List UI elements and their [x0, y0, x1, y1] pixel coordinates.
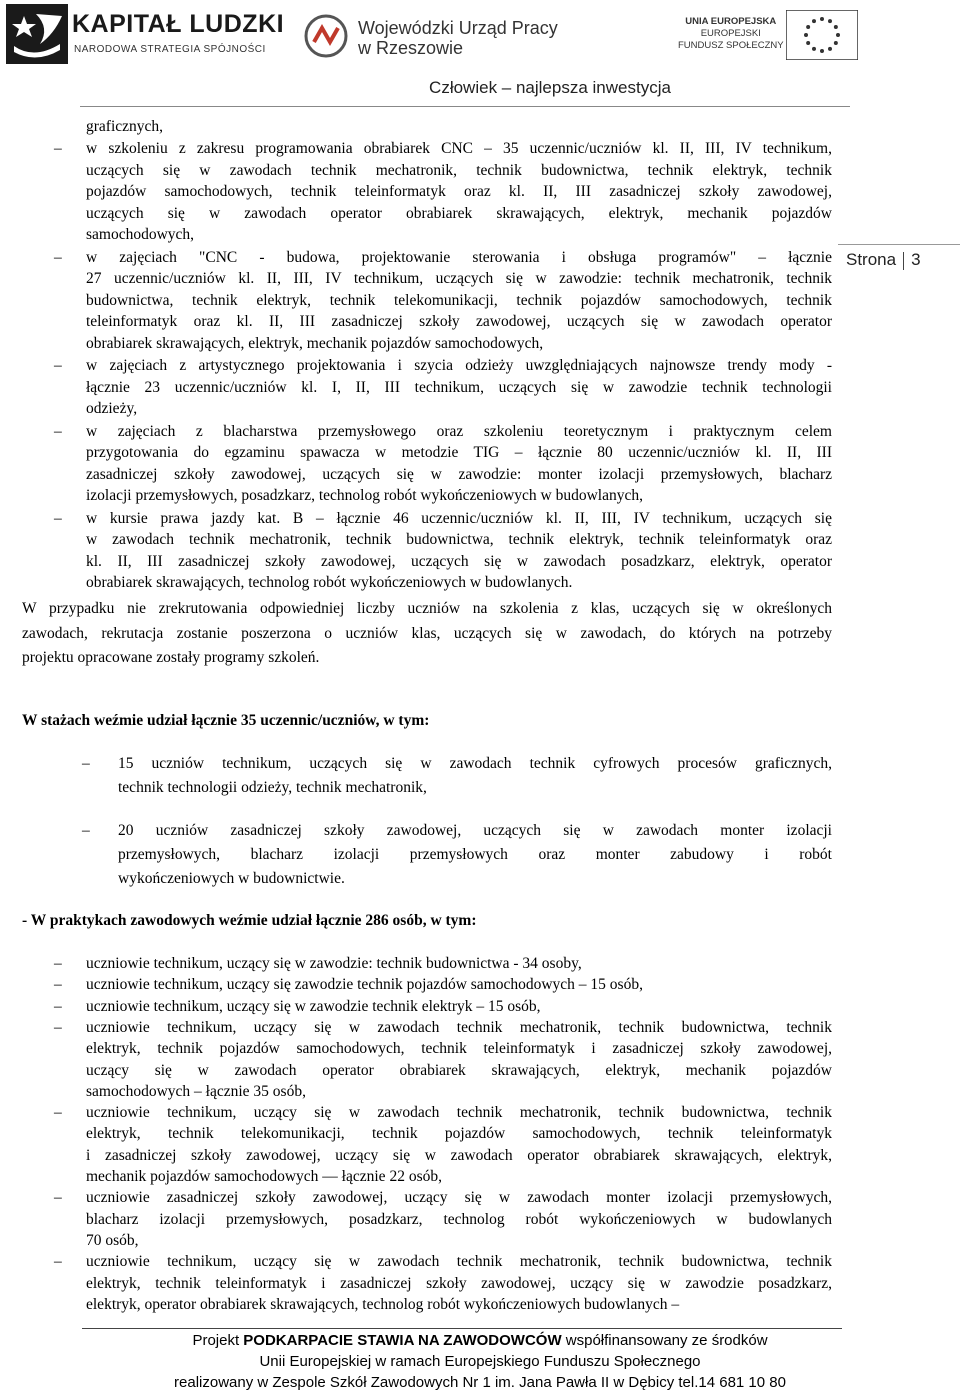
kapital-ludzki-title: KAPITAŁ LUDZKI: [72, 10, 285, 38]
list-bullet-dash: –: [82, 822, 90, 839]
practice-item: elektryk, technik telekomunikacji, technik pojazdów samochodowych, technik teleinformatyk: [86, 1125, 832, 1143]
header-divider: [80, 106, 850, 107]
eu-line-3: FUNDUSZ SPOŁECZNY: [678, 40, 784, 51]
recruitment-paragraph-line: projektu opracowane zostały programy szkoleń.: [22, 649, 320, 666]
wup-line-1: Wojewódzki Urząd Pracy: [358, 18, 558, 38]
eu-star-icon: [806, 41, 810, 45]
eu-flag-icon: [786, 10, 858, 60]
practice-item: elektryk, technik pojazdów samochodowych, technik teleinformatyk i zasadniczej szkoły zawodowej,: [86, 1040, 832, 1058]
eu-star-icon: [836, 33, 840, 37]
internship-item-zsz: wykończeniowych w budownictwie.: [118, 870, 345, 887]
list-item-cnc: w szkoleniu z zakresu programowania obrabiarek CNC – 35 uczennic/uczniów kl. II, III, IV technikum,: [86, 140, 832, 157]
kapital-ludzki-subtitle: NARODOWA STRATEGIA SPÓJNOŚCI: [74, 44, 266, 55]
list-item-fashion: odzieży,: [86, 400, 138, 417]
page-word: Strona: [846, 250, 897, 269]
practice-item: elektryk, operator obrabiarek skrawających, technolog robót wykończeniowych budowlanych –: [86, 1295, 680, 1313]
list-item-cnc-classes: teleinformatyk oraz kl. II, III zasadniczej szkoły zawodowej, uczących się w zawodach operator: [86, 313, 832, 330]
page-header: [0, 0, 960, 110]
list-bullet-dash: –: [54, 1253, 62, 1271]
practice-item: 70 osób,: [86, 1231, 139, 1249]
practice-item: elektryk, technik teleinformatyk i zasadniczej szkoły zawodowej, uczący się w zawodzie posadzkarz,: [86, 1274, 832, 1292]
footer-text: współfinansowany ze środków: [561, 1332, 768, 1349]
eu-star-icon: [828, 47, 832, 51]
internships-heading: W stażach weźmie udział łącznie 35 uczennic/uczniów, w tym:: [22, 712, 430, 729]
eu-star-icon: [812, 47, 816, 51]
practice-item: uczniowie technikum, uczący się w zawodach technik mechatronik, technik budownictwa, technik: [86, 1104, 832, 1122]
list-bullet-dash: –: [54, 1018, 62, 1036]
list-item-driving-course: obrabiarek skrawających, technolog robót wykończeniowych w budowlanych.: [86, 574, 573, 591]
wup-line-2: w Rzeszowie: [358, 38, 464, 58]
footer-line-2: Unii Europejskiej w ramach Europejskiego Funduszu Społecznego: [259, 1353, 701, 1370]
list-item-sheet-metal: przygotowania do egzaminu spawacza w metodzie TIG – łącznie 80 uczennic/uczniów kl. II, III: [86, 444, 832, 461]
practice-item: uczniowie technikum, uczący się w zawodach technik mechatronik, technik budownictwa, technik: [86, 1018, 832, 1036]
internship-item-zsz: 20 uczniów zasadniczej szkoły zawodowej, uczących się w zawodach monter izolacji: [118, 822, 832, 839]
eu-star-icon: [820, 49, 824, 53]
eu-line-1: UNIA EUROPEJSKA: [685, 16, 777, 27]
wup-name: [358, 18, 558, 58]
list-bullet-dash: –: [54, 976, 62, 994]
footer-line-1: [40, 1330, 920, 1351]
list-item-driving-course: w zawodach technik mechatronik, technik budownictwa, technik elektryk, technik teleinformatyk oraz: [86, 531, 832, 548]
list-bullet-dash: –: [54, 955, 62, 972]
practice-item: uczniowie technikum, uczący się w zawodach technik mechatronik, technik budownictwa, technik: [86, 1253, 832, 1271]
page-number-label: [846, 250, 921, 270]
list-item-continuation: graficznych,: [86, 118, 164, 135]
internship-item-zsz: przemysłowych, blacharz izolacji przemysłowych oraz monter zabudowy i robót: [118, 846, 832, 863]
eu-text: [678, 16, 784, 52]
page-label-separator: [903, 252, 904, 270]
practice-item: uczniowie technikum, uczący się w zawodzie: technik budownictwa - 34 osoby,: [86, 955, 582, 972]
list-item-cnc-classes: w zajęciach "CNC - budowa, projektowanie sterowania i obsługa programów" – łącznie: [86, 248, 832, 266]
eu-star-icon: [834, 25, 838, 29]
internship-item-technikum: 15 uczniów technikum, uczących się w zawodach technik cyfrowych procesów graficznych,: [118, 755, 832, 772]
list-item-sheet-metal: zasadniczej szkoły zawodowej, uczących się w zawodzie: monter izolacji przemysłowych, blacharz: [86, 465, 832, 483]
list-item-cnc: samochodowych,: [86, 226, 195, 243]
list-item-sheet-metal: izolacji przemysłowych, posadzkarz, technolog robót wykończeniowych w budowlanych,: [86, 487, 643, 504]
footer-project-name: PODKARPACIE STAWIA NA ZAWODOWCÓW: [243, 1332, 562, 1349]
footer-divider: [82, 1328, 842, 1329]
list-item-fashion: łącznie 23 uczennic/uczniów kl. I, II, III technikum, uczących się w zawodzie technik technologii: [86, 378, 832, 396]
list-bullet-dash: –: [54, 422, 62, 440]
practice-item: uczniowie technikum, uczący się zawodzie technik pojazdów samochodowych – 15 osób,: [86, 976, 643, 994]
list-bullet-dash: –: [82, 755, 90, 772]
practice-item: samochodowych – łącznie 35 osób,: [86, 1082, 306, 1100]
practice-item: uczniowie zasadniczej szkoły zawodowej, uczący się w zawodach monter izolacji przemysłowych,: [86, 1189, 832, 1207]
practice-item: blacharz izolacji przemysłowych, posadzkarz, technolog robót wykończeniowych w budowlanych: [86, 1210, 832, 1228]
wup-logo-icon: [302, 12, 350, 60]
eu-star-icon: [812, 19, 816, 23]
list-item-driving-course: w kursie prawa jazdy kat. B – łącznie 46 uczennic/uczniów kl. II, III, IV technikum, uczących się: [86, 509, 832, 527]
tagline: Człowiek – najlepsza inwestycja: [429, 78, 671, 97]
list-item-cnc: uczących się w zawodach technik mechatronik, technik budownictwa, technik elektryk, technik: [86, 161, 832, 179]
list-bullet-dash: –: [54, 248, 62, 266]
eu-line-2: EUROPEJSKI: [700, 28, 761, 39]
list-bullet-dash: –: [54, 357, 62, 374]
practice-item: i zasadniczej szkoły zawodowej, uczący się w zawodach operator obrabiarek skrawających, elektryk,: [86, 1146, 832, 1164]
list-bullet-dash: –: [54, 1104, 62, 1122]
eu-star-icon: [820, 17, 824, 21]
internship-item-technikum: technik technologii odzieży, technik mechatronik,: [118, 779, 427, 796]
list-item-fashion: w zajęciach z artystycznego projektowania i szycia odzieży uwzględniających najnowsze trendy mody -: [86, 357, 832, 374]
footer-line-3: realizowany w Zespole Szkół Zawodowych Nr 1 im. Jana Pawła II w Dębicy tel.14 681 10 80: [174, 1374, 786, 1391]
list-item-cnc: uczących się w zawodach operator obrabiarek skrawających, elektryk, mechanik pojazdów: [86, 204, 832, 222]
list-item-sheet-metal: w zajęciach z blacharstwa przemysłowego oraz szkoleniu teoretycznym i praktycznym celem: [86, 422, 832, 440]
page-number: 3: [911, 250, 921, 269]
practice-heading: - W praktykach zawodowych weźmie udział łącznie 286 osób, w tym:: [22, 912, 477, 929]
practice-item: uczniowie technikum, uczący się w zawodzie technik elektryk – 15 osób,: [86, 997, 541, 1015]
list-item-cnc-classes: 27 uczennic/uczniów kl. II, III, IV technikum, uczących się w zawodzie: technik mechatronik, technik: [86, 270, 832, 287]
practice-item: uczący się w zawodach operator obrabiarek skrawających, elektryk, mechanik pojazdów: [86, 1061, 832, 1079]
eu-star-icon: [834, 41, 838, 45]
list-item-cnc-classes: budownictwa, technik elektryk, technik telekomunikacji, technik pojazdów samochodowych, technik: [86, 291, 832, 309]
practice-item: mechanik pojazdów samochodowych — łącznie 22 osób,: [86, 1168, 442, 1185]
kapital-ludzki-emblem-icon: [6, 4, 70, 66]
eu-star-icon: [806, 25, 810, 29]
list-item-cnc-classes: obrabiarek skrawających, elektryk, mechanik pojazdów samochodowych,: [86, 334, 544, 352]
eu-star-icon: [804, 33, 808, 37]
list-bullet-dash: –: [54, 1189, 62, 1207]
list-bullet-dash: –: [54, 997, 62, 1015]
list-item-cnc: pojazdów samochodowych, technik teleinformatyk oraz kl. II, III zasadniczej szkoły zawodowej,: [86, 183, 832, 200]
list-bullet-dash: –: [54, 140, 62, 157]
list-item-driving-course: kl. II, III zasadniczej szkoły zawodowej, uczących się w zawodach posadzkarz, elektryk, operator: [86, 552, 832, 570]
list-bullet-dash: –: [54, 509, 62, 527]
recruitment-paragraph-line: W przypadku nie zrekrutowania odpowiedniej liczby uczniów na szkolenia z klas, uczących się w określonych: [22, 600, 832, 617]
footer-text: Projekt: [192, 1332, 244, 1349]
eu-star-icon: [828, 19, 832, 23]
page-label-divider: [838, 244, 960, 245]
recruitment-paragraph-line: zawodach, rekrutacja zostanie poszerzona o uczniów klas, uczących się w zawodach, do których na potrzeby: [22, 624, 832, 642]
